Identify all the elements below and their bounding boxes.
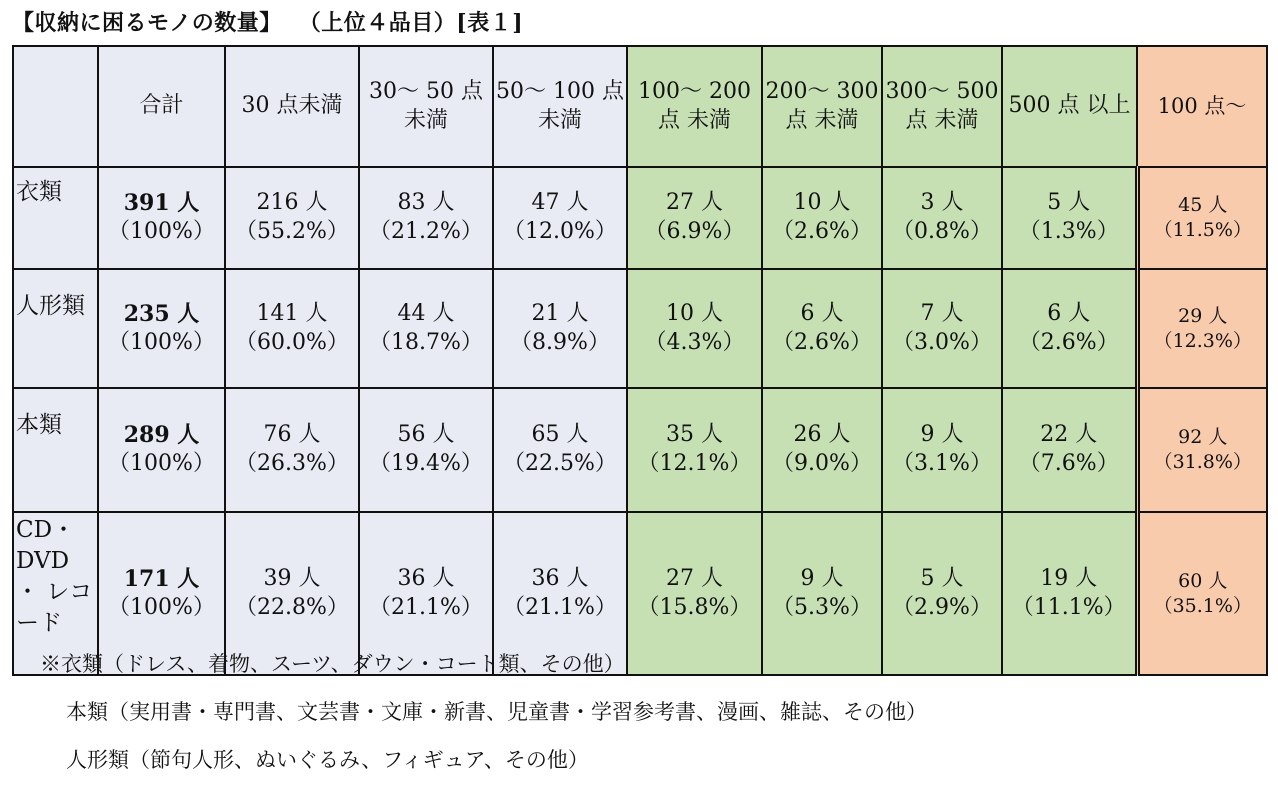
- row-label: CD・ DVD ・ レコード: [13, 512, 98, 675]
- header-cell-corner: [13, 46, 98, 167]
- table-cell: 29 人 （12.3%）: [1137, 269, 1267, 388]
- table-cell: 65 人 （22.5%）: [493, 388, 627, 512]
- row-label: 本類: [13, 388, 98, 512]
- table-cell: 391 人 （100%）: [98, 167, 225, 269]
- table-cell: 141 人 （60.0%）: [225, 269, 359, 388]
- header-cell-50-100: 50〜 100 点 未満: [493, 46, 627, 167]
- table-cell: 76 人 （26.3%）: [225, 388, 359, 512]
- table-cell: 39 人 （22.8%）: [225, 512, 359, 675]
- table-cell: 235 人 （100%）: [98, 269, 225, 388]
- header-cell-200-300: 200〜 300 点 未満: [762, 46, 882, 167]
- data-table: [12, 45, 1268, 676]
- table-cell: 22 人 （7.6%）: [1002, 388, 1137, 512]
- table-cell: 6 人 （2.6%）: [762, 269, 882, 388]
- table-cell: 45 人 （11.5%）: [1137, 167, 1267, 269]
- header-cell-100plus: 100 点〜: [1137, 46, 1267, 167]
- page-title: [12, 6, 523, 37]
- table-cell: 27 人 （15.8%）: [627, 512, 762, 675]
- table-cell: 3 人 （0.8%）: [882, 167, 1002, 269]
- table-row: [13, 269, 1267, 388]
- header-cell-total: 合計: [98, 46, 225, 167]
- table-cell: 9 人 （3.1%）: [882, 388, 1002, 512]
- table-cell: 216 人 （55.2%）: [225, 167, 359, 269]
- table-cell: 289 人 （100%）: [98, 388, 225, 512]
- header-cell-30-50: 30〜 50 点 未満: [359, 46, 493, 167]
- table-cell: 10 人 （4.3%）: [627, 269, 762, 388]
- table-cell: 35 人 （12.1%）: [627, 388, 762, 512]
- header-cell-300-500: 300〜 500 点 未満: [882, 46, 1002, 167]
- table-cell: 5 人 （2.9%）: [882, 512, 1002, 675]
- table-cell: 56 人 （19.4%）: [359, 388, 493, 512]
- table-cell: 44 人 （18.7%）: [359, 269, 493, 388]
- header-row: [13, 46, 1267, 167]
- table-cell: 19 人 （11.1%）: [1002, 512, 1137, 675]
- table-cell: 7 人 （3.0%）: [882, 269, 1002, 388]
- table-cell: 5 人 （1.3%）: [1002, 167, 1137, 269]
- row-label: 人形類: [13, 269, 98, 388]
- table-cell: 26 人 （9.0%）: [762, 388, 882, 512]
- table-cell: 36 人 （21.1%）: [493, 512, 627, 675]
- header-cell-500plus: 500 点 以上: [1002, 46, 1137, 167]
- footnote-dolls: 人形類（節句人形、ぬいぐるみ、フィギュア、その他）: [66, 748, 589, 772]
- table-cell: 10 人 （2.6%）: [762, 167, 882, 269]
- subtitle-text: （上位４品目）[表１]: [309, 10, 524, 36]
- header-cell-under30: 30 点未満: [225, 46, 359, 167]
- header-cell-100-200: 100〜 200 点 未満: [627, 46, 762, 167]
- footnote-clothing: ※衣類（ドレス、着物、スーツ、ダウン・コート類、その他）: [40, 652, 625, 676]
- table-row: [13, 388, 1267, 512]
- row-label: 衣類: [13, 167, 98, 269]
- table-cell: 36 人 （21.1%）: [359, 512, 493, 675]
- table-cell: 83 人 （21.2%）: [359, 167, 493, 269]
- table-row: [13, 167, 1267, 269]
- table-cell: 60 人 （35.1%）: [1137, 512, 1267, 675]
- table-cell: 171 人 （100%）: [98, 512, 225, 675]
- footnote-books: 本類（実用書・専門書、文芸書・文庫・新書、児童書・学習参考書、漫画、雑誌、その他）: [66, 700, 927, 724]
- footnotes: [40, 640, 927, 784]
- table-cell: 6 人 （2.6%）: [1002, 269, 1137, 388]
- table-cell: 21 人 （8.9%）: [493, 269, 627, 388]
- title-text: 【収納に困るモノの数量】: [12, 10, 282, 36]
- table-cell: 92 人 （31.8%）: [1137, 388, 1267, 512]
- table-cell: 47 人 （12.0%）: [493, 167, 627, 269]
- table-cell: 9 人 （5.3%）: [762, 512, 882, 675]
- table-cell: 27 人 （6.9%）: [627, 167, 762, 269]
